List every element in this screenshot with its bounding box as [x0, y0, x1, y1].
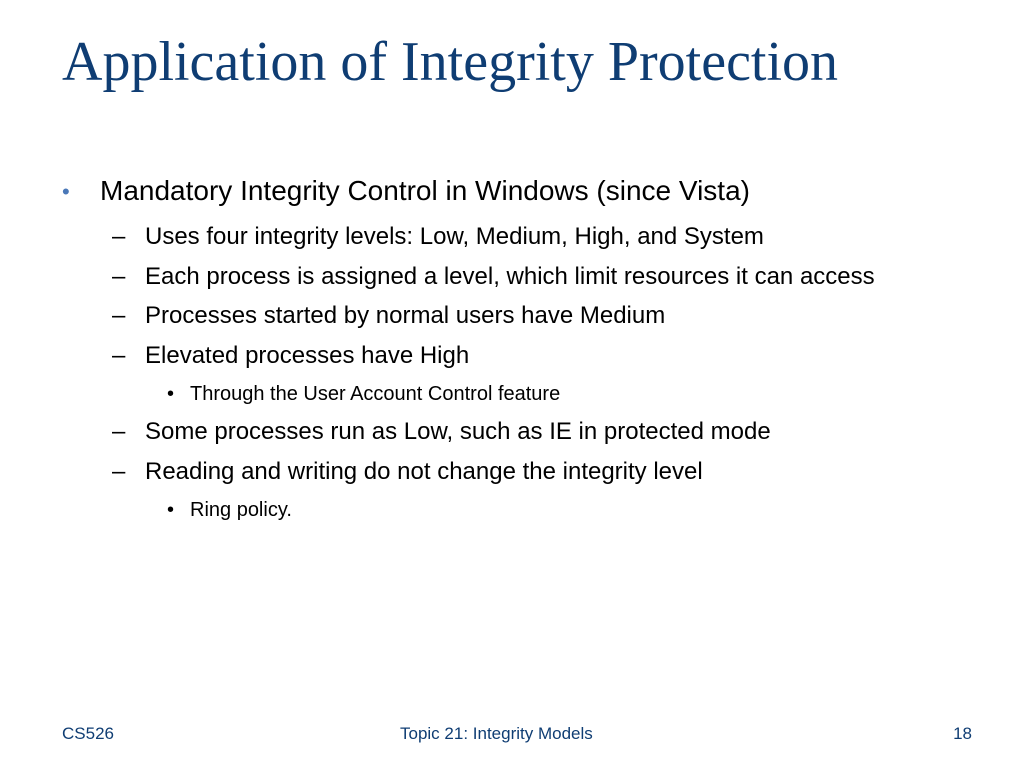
- sub-bullet-item: [112, 260, 962, 295]
- bullet-icon: •: [167, 382, 175, 405]
- bullet-icon: •: [167, 498, 175, 521]
- footer-topic: Topic 21: Integrity Models: [400, 724, 593, 743]
- sub-sub-bullet-item: [167, 379, 962, 409]
- sub-bullet-item: [112, 299, 962, 334]
- sub-sub-bullet-text: Ring policy.: [190, 498, 292, 521]
- bullet-item: [62, 175, 962, 208]
- bullet-text: Mandatory Integrity Control in Windows (since Vista): [100, 175, 750, 206]
- sub-bullet-item: [112, 220, 962, 255]
- sub-bullet-item: [112, 455, 962, 490]
- sub-bullet-text: Uses four integrity levels: Low, Medium, High, and System: [145, 222, 764, 250]
- sub-bullet-text: Processes started by normal users have Medium: [145, 302, 666, 330]
- slide-content: [62, 175, 962, 531]
- footer-course: CS526: [62, 724, 114, 743]
- dash-icon: –: [112, 262, 126, 290]
- dash-icon: –: [112, 222, 126, 250]
- footer-page-number: 18: [953, 724, 972, 743]
- sub-sub-bullet-text: Through the User Account Control feature: [190, 382, 561, 405]
- sub-bullet-text: Elevated processes have High: [145, 342, 470, 370]
- sub-bullet-item: [112, 339, 962, 374]
- bullet-icon: •: [62, 179, 70, 204]
- dash-icon: –: [112, 342, 126, 370]
- sub-bullet-text: Some processes run as Low, such as IE in protected mode: [145, 417, 771, 445]
- dash-icon: –: [112, 417, 126, 445]
- dash-icon: –: [112, 302, 126, 330]
- sub-bullet-item: [112, 415, 962, 450]
- sub-sub-bullet-item: [167, 495, 962, 525]
- sub-bullet-text: Each process is assigned a level, which limit resources it can access: [145, 262, 875, 290]
- dash-icon: –: [112, 457, 126, 485]
- slide-title: Application of Integrity Protection: [62, 31, 839, 93]
- sub-bullet-text: Reading and writing do not change the integrity level: [145, 457, 703, 485]
